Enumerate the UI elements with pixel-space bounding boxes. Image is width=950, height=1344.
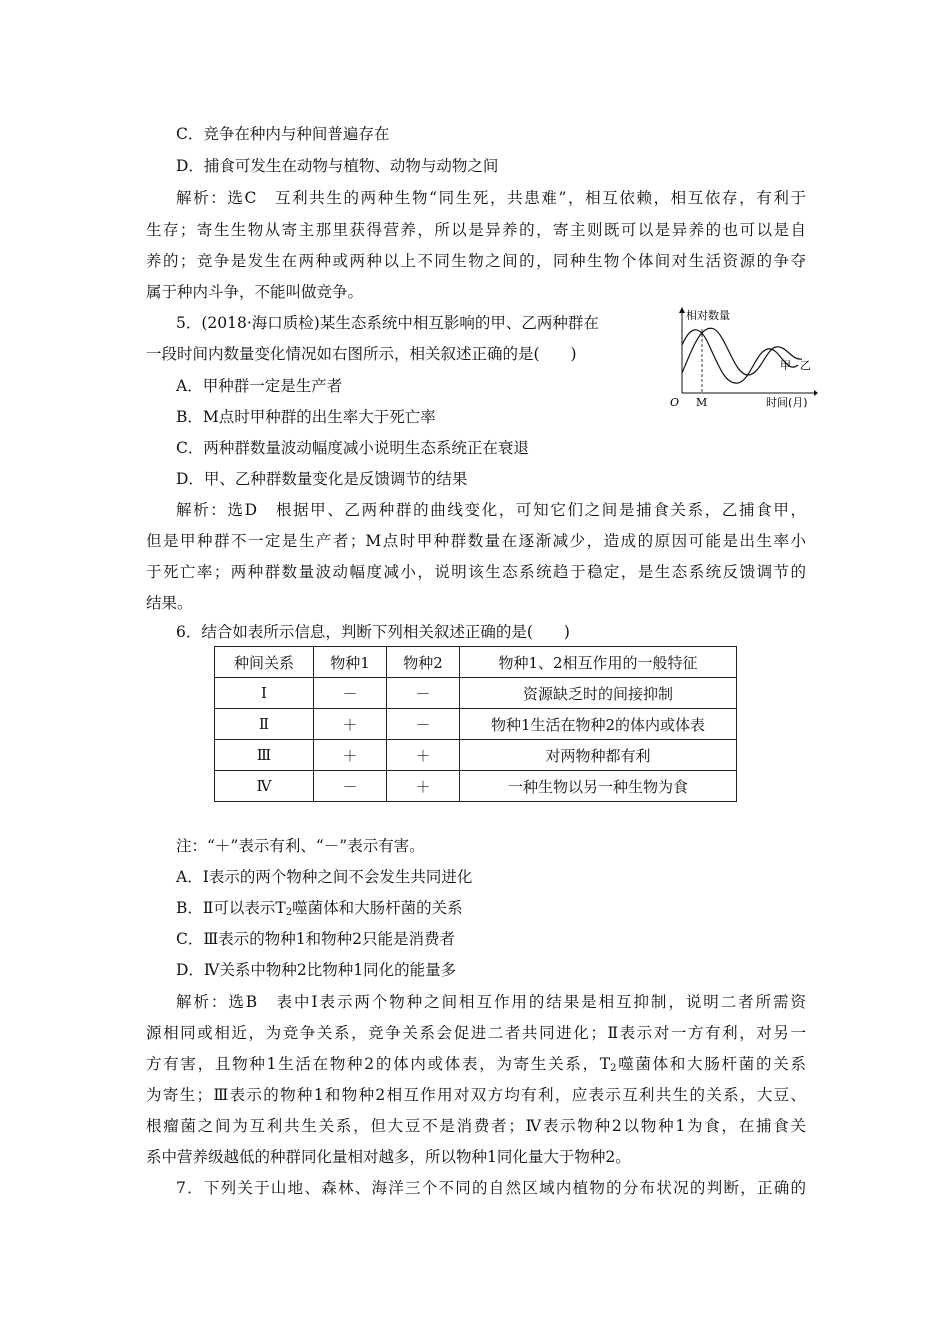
q4-option-d: D．捕食可发生在动物与植物、动物与动物之间	[176, 157, 499, 175]
subscript: 2	[610, 1063, 617, 1074]
table-cell: Ⅳ	[215, 771, 314, 802]
table-cell: ＋	[387, 740, 460, 771]
q6-analysis-line: 根瘤菌之间为互利共生关系，但大豆不是消费者；Ⅳ表示物种2以物种1为食，在捕食关	[146, 1117, 806, 1135]
m-label: M	[696, 396, 708, 409]
table-cell: －	[314, 678, 387, 709]
q5-analysis-line: 解析：选D 根据甲、乙两种群的曲线变化，可知它们之间是捕食关系，乙捕食甲，	[176, 501, 806, 519]
q4-analysis-line: 生存；寄生生物从寄主那里获得营养，所以是异养的，寄主则既可以是异养的也可以是自	[146, 221, 806, 239]
q5-option-c: C．两种群数量波动幅度减小说明生态系统正在衰退	[176, 439, 529, 457]
table-header-cell: 物种1、2相互作用的一般特征	[460, 647, 737, 678]
table-row	[215, 709, 737, 740]
table-cell: Ⅲ	[215, 740, 314, 771]
q5-analysis-line: 但是甲种群不一定是生产者；M点时甲种群数量在逐渐减少，造成的原因可能是出生率小	[146, 532, 806, 550]
series-yi-label: 乙	[800, 359, 811, 372]
relationship-table	[214, 646, 737, 802]
table-cell: ＋	[314, 709, 387, 740]
q7-stem: 7．下列关于山地、森林、海洋三个不同的自然区域内植物的分布状况的判断，正确的	[176, 1179, 806, 1197]
q6-analysis-line: 解析：选B 表中Ⅰ表示两个物种之间相互作用的结果是相互抑制，说明二者所需资	[176, 993, 806, 1011]
subscript: 2	[285, 907, 293, 918]
q6-option-c: C．Ⅲ表示的物种1和物种2只能是消费者	[176, 930, 456, 948]
q6-analysis-line	[146, 1054, 806, 1079]
q4-analysis-line: 解析：选C 互利共生的两种生物“同生死，共患难”，相互依赖，相互依存，有利于	[176, 189, 806, 207]
q6-analysis-line: 为寄生；Ⅲ表示的物种1和物种2相互作用对双方均有利，应表示互利共生的关系，大豆、	[146, 1086, 806, 1104]
table-header-row	[215, 647, 737, 678]
population-graph	[668, 305, 818, 410]
table-cell: 资源缺乏时的间接抑制	[460, 678, 737, 709]
q6-analysis-text: 噬菌体和大肠杆菌的关系	[616, 1055, 806, 1073]
q4-option-c: C．竞争在种内与种间普遍存在	[176, 125, 390, 143]
table-cell: －	[314, 771, 387, 802]
q6-stem: 6．结合如表所示信息，判断下列相关叙述正确的是( )	[176, 623, 570, 641]
table-header-cell: 物种1	[314, 647, 387, 678]
q5-stem-line: 5．(2018·海口质检)某生态系统中相互影响的甲、乙两种群在	[176, 314, 599, 332]
table-row	[215, 771, 737, 802]
x-axis-label: 时间(月)	[766, 396, 808, 409]
q5-analysis-line: 于死亡率；两种群数量波动幅度减小，说明该生态系统趋于稳定，是生态系统反馈调节的	[146, 563, 806, 581]
q6-option-a: A．Ⅰ表示的两个物种之间不会发生共同进化	[176, 868, 473, 886]
q6-analysis-line: 系中营养级越低的种群同化量相对越多，所以物种1同化量大于物种2。	[146, 1148, 631, 1166]
q6-option-b	[176, 898, 463, 923]
q4-analysis-line: 属于种内斗争，不能叫做竞争。	[146, 283, 364, 301]
table-cell: Ⅱ	[215, 709, 314, 740]
q6-note: 注：“＋”表示有利、“－”表示有害。	[176, 837, 425, 855]
table-cell: 对两物种都有利	[460, 740, 737, 771]
table-row	[215, 740, 737, 771]
q6-option-b-text: 噬菌体和大肠杆菌的关系	[292, 899, 463, 917]
y-axis-arrow	[679, 307, 685, 313]
q5-option-d: D．甲、乙种群数量变化是反馈调节的结果	[176, 470, 468, 488]
y-axis-label: 相对数量	[686, 309, 730, 322]
table-cell: －	[387, 678, 460, 709]
table-cell: ＋	[387, 771, 460, 802]
curve-jia	[682, 330, 798, 383]
table-header-cell: 物种2	[387, 647, 460, 678]
table-row	[215, 678, 737, 709]
q5-option-a: A．甲种群一定是生产者	[176, 377, 343, 395]
table-cell: 物种1生活在物种2的体内或体表	[460, 709, 737, 740]
q4-analysis-line: 养的；竞争是发生在两种或两种以上不同生物之间的，同种生物个体间对生活资源的争夺	[146, 252, 806, 270]
table-cell: Ⅰ	[215, 678, 314, 709]
x-axis-arrow	[814, 390, 818, 396]
q5-analysis-line: 结果。	[146, 594, 193, 612]
q6-option-d: D．Ⅳ关系中物种2比物种1同化的能量多	[176, 961, 457, 979]
q6-analysis-line: 源相同或相近，为竞争关系，竞争关系会促进二者共同进化；Ⅱ表示对一方有利，对另一	[146, 1024, 806, 1042]
table-header-cell: 种间关系	[215, 647, 314, 678]
origin-label: O	[670, 396, 680, 409]
q5-stem-line: 一段时间内数量变化情况如右图所示，相关叙述正确的是( )	[146, 345, 577, 363]
table-cell: －	[387, 709, 460, 740]
table-cell: 一种生物以另一种生物为食	[460, 771, 737, 802]
q5-option-b: B．M点时甲种群的出生率大于死亡率	[176, 408, 436, 426]
q6-analysis-text: 方有害，且物种1生活在物种2的体内或体表，为寄生关系，T	[146, 1055, 611, 1073]
table-cell: ＋	[314, 740, 387, 771]
q6-option-b-text: B．Ⅱ可以表示T	[176, 899, 286, 917]
series-jia-label: 甲	[780, 359, 791, 372]
